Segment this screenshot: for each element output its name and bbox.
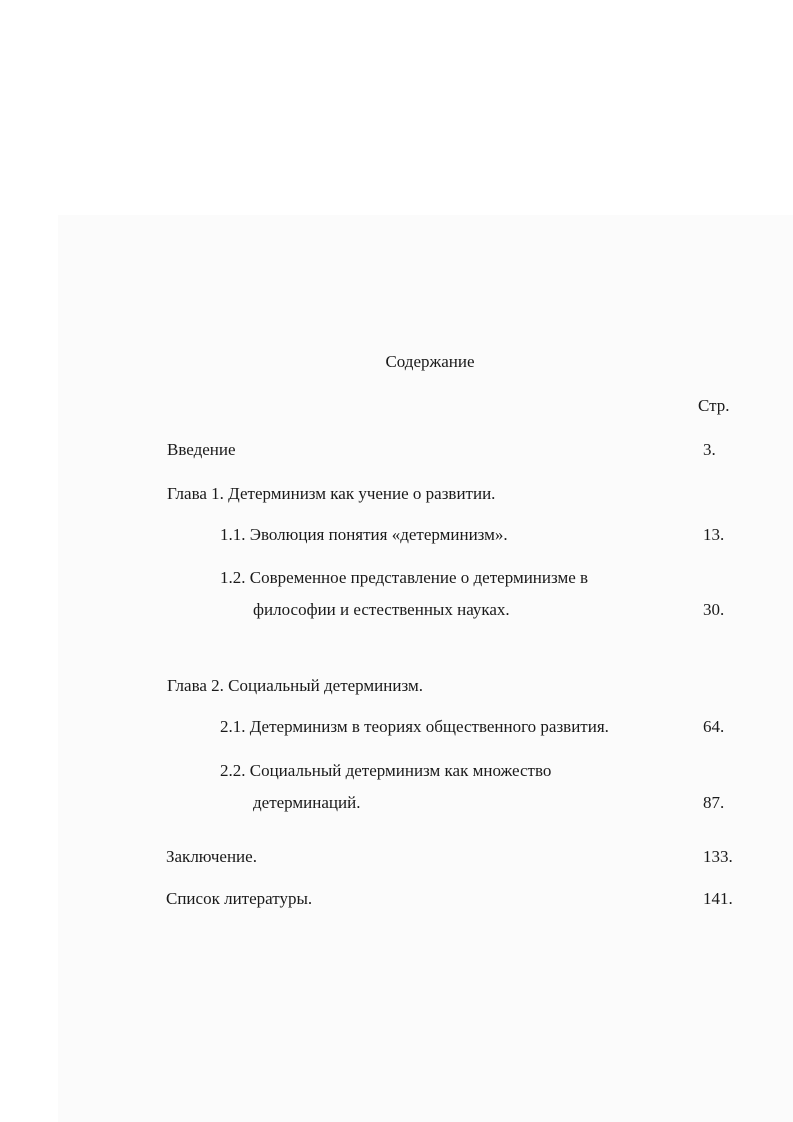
page-column-header: Стр. [698, 396, 730, 415]
toc-page-number: 13. [703, 525, 725, 544]
toc-page-number: 30. [703, 600, 725, 619]
toc-section-2-1: 2.1. Детерминизм в теориях общественного развития. [220, 717, 609, 736]
toc-page-number: 133. [703, 847, 733, 866]
toc-section-1-2-continued: философии и естественных науках. [253, 600, 510, 619]
toc-title: Содержание [385, 352, 475, 371]
toc-chapter-1: Глава 1. Детерминизм как учение о развитии. [167, 484, 496, 503]
toc-page-number: 141. [703, 889, 733, 908]
toc-section-1-1: 1.1. Эволюция понятия «детерминизм». [220, 525, 508, 544]
toc-page-number: 64. [703, 717, 725, 736]
toc-section-2-2-continued: детерминаций. [253, 793, 361, 812]
toc-entry-introduction: Введение [167, 440, 236, 459]
toc-page-number: 87. [703, 793, 725, 812]
toc-entry-conclusion: Заключение. [166, 847, 257, 866]
toc-entry-bibliography: Список литературы. [166, 889, 313, 908]
toc-chapter-2: Глава 2. Социальный детерминизм. [167, 676, 423, 695]
toc-section-1-2: 1.2. Современное представление о детерминизме в [220, 568, 589, 587]
toc-page-number: 3. [703, 440, 716, 459]
toc-section-2-2: 2.2. Социальный детерминизм как множество [220, 761, 552, 780]
